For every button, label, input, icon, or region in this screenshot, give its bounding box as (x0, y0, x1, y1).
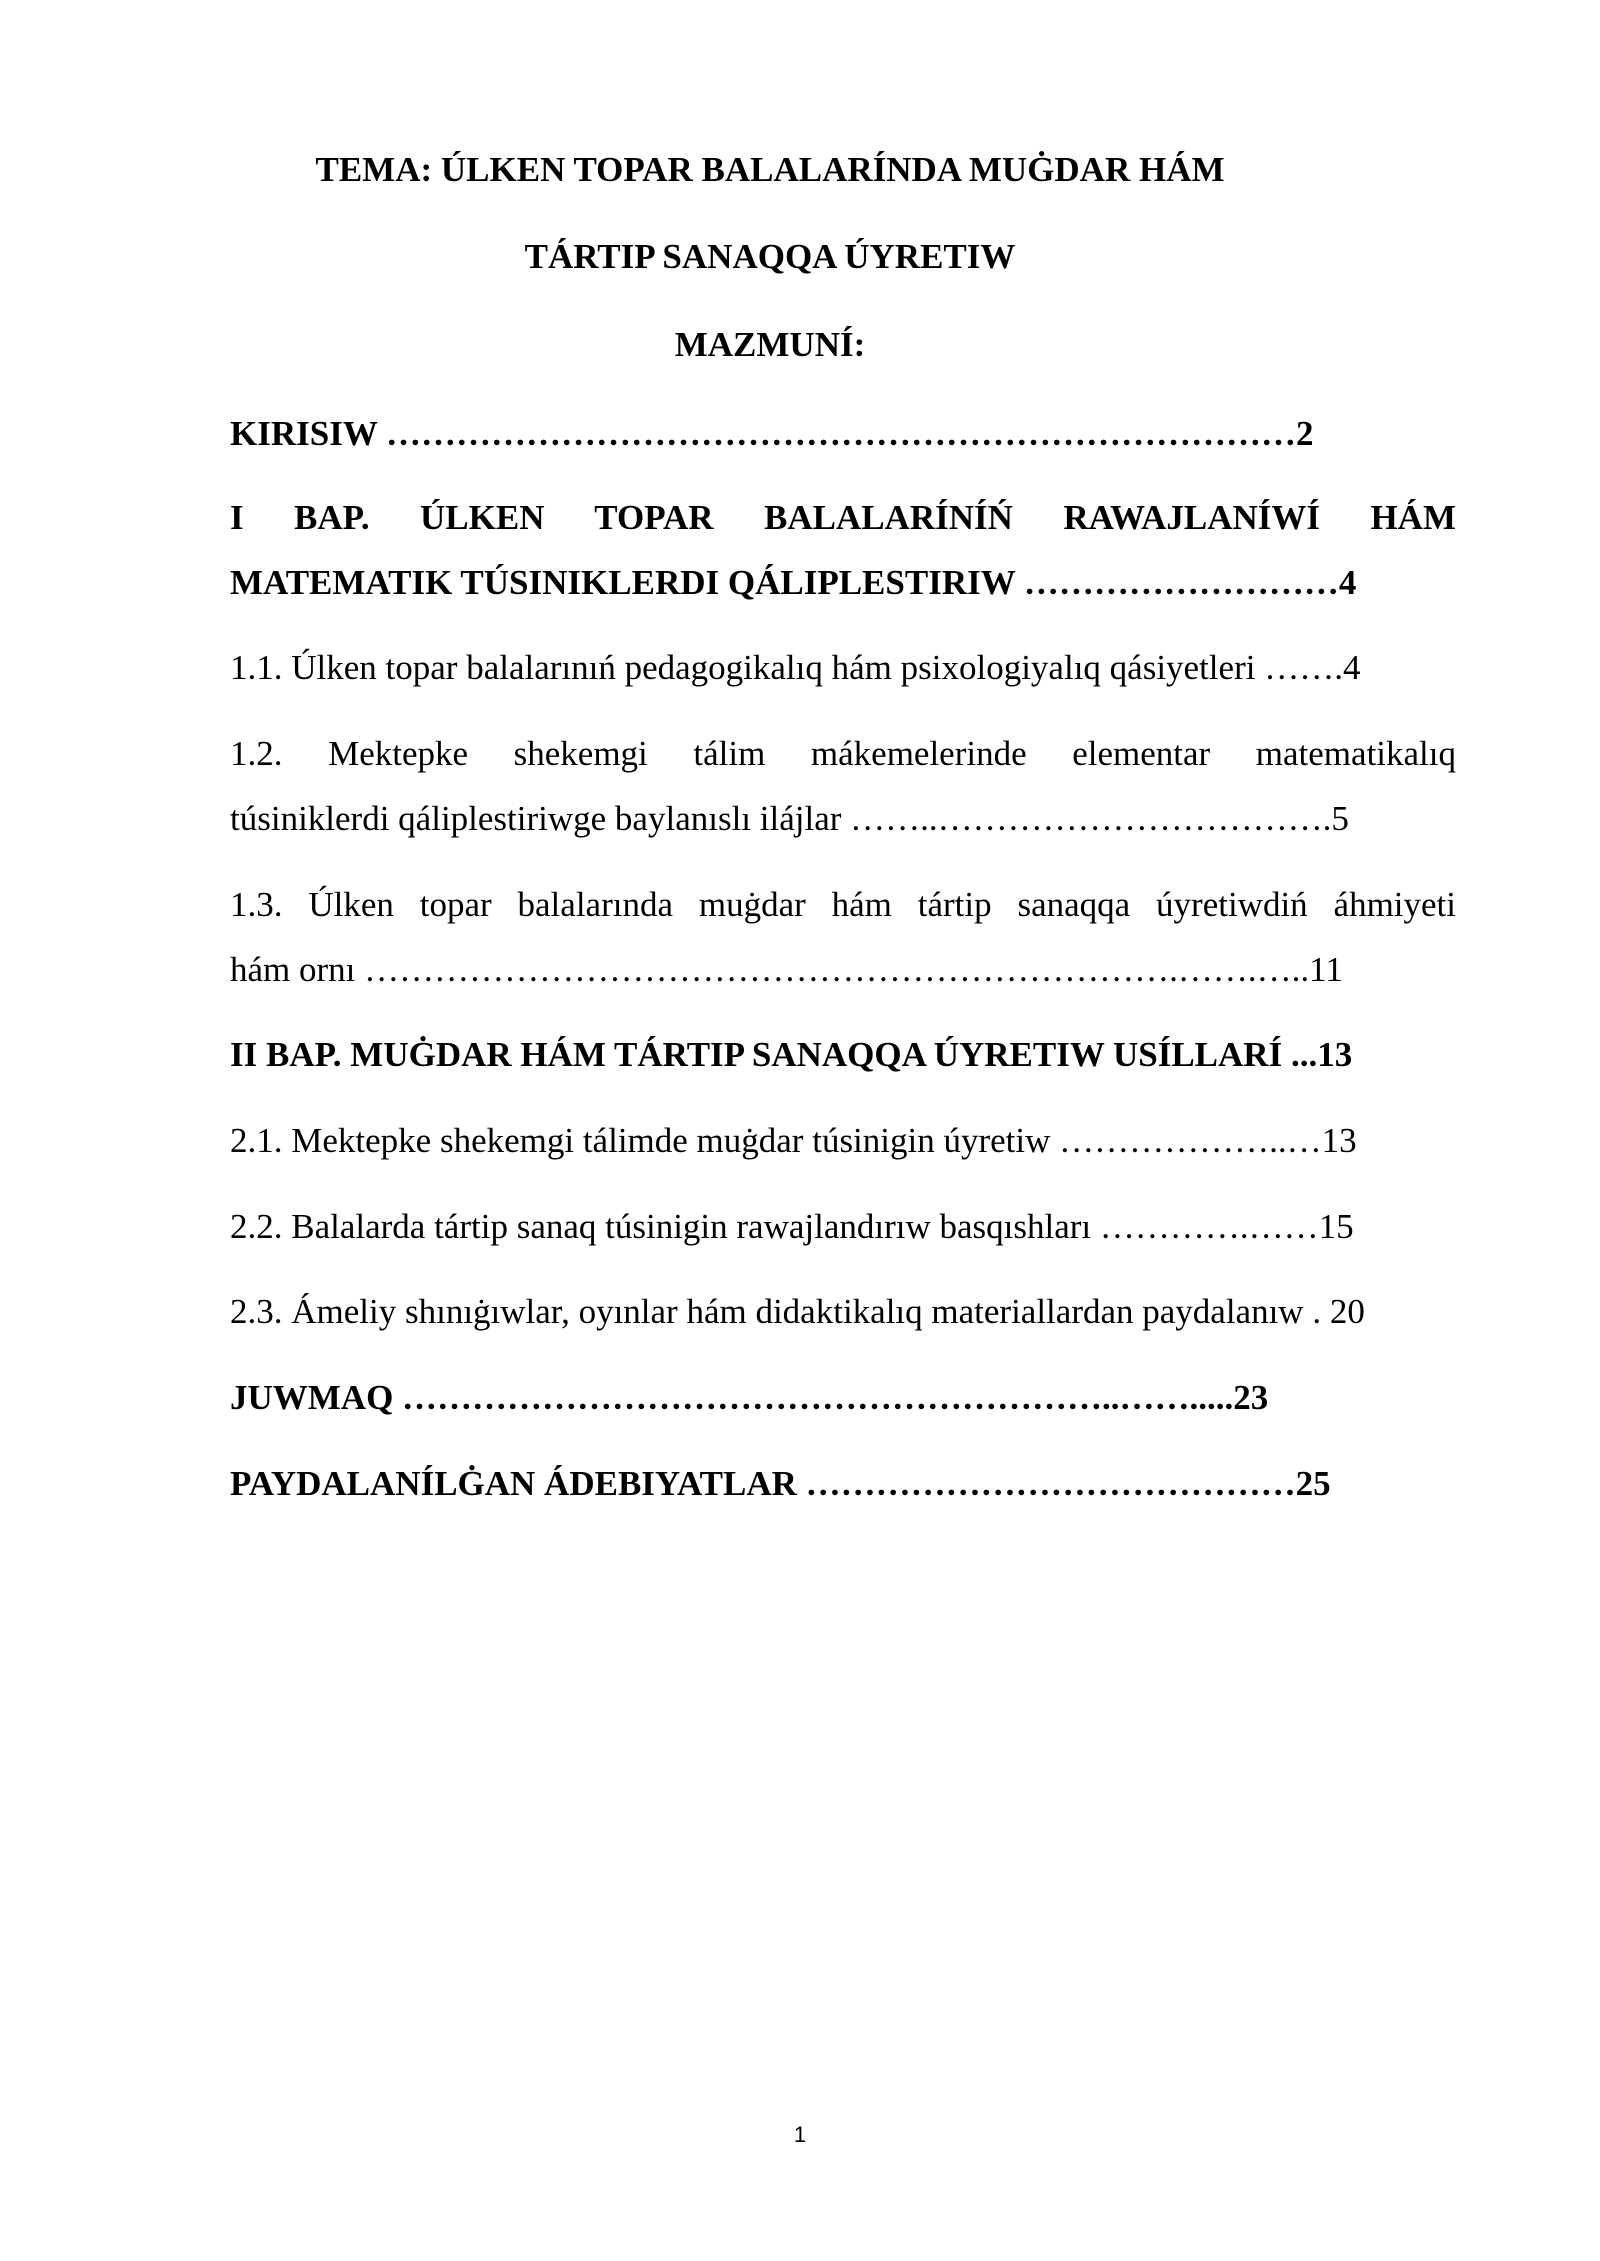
toc-entry-1-3-line-2: hám ornı …………………………………………………………….…….…..11 (230, 950, 1343, 989)
toc-entry-2-1: 2.1. Mektepke shekemgi tálimde muġdar túsinigin úyretiw ………………..…13 (230, 1121, 1357, 1160)
toc-entry-1-3-line-1: 1.3. Úlken topar balalarında muġdar hám tártip sanaqqa úyretiwdiń áhmiyeti (230, 885, 1456, 924)
page-number: 1 (793, 2122, 807, 2147)
toc-entry-1-2-line-2: túsiniklerdi qáliplestiriwge baylanıslı ilájlar ……..…………………………….5 (230, 799, 1349, 838)
toc-entry-references: PAYDALANÍLĠAN ÁDEBIYATLAR ……………………………………25 (230, 1464, 1331, 1503)
toc-entry-1-2-line-1: 1.2. Mektepke shekemgi tálim mákemelerinde elementar matematikalıq (230, 734, 1456, 773)
document-title-line-2: TÁRTIP SANAQQA ÚYRETIW (524, 237, 1016, 276)
toc-entry-2-2: 2.2. Balalarda tártip sanaq túsinigin rawajlandırıw basqıshları ………….……15 (230, 1207, 1354, 1246)
toc-entry-chapter-2: II BAP. MUĠDAR HÁM TÁRTIP SANAQQA ÚYRETIW USÍLLARÍ ...13 (230, 1035, 1353, 1074)
toc-entry-2-3: 2.3. Ámeliy shınıġıwlar, oyınlar hám didaktikalıq materiallardan paydalanıw . 20 (230, 1292, 1365, 1331)
toc-entry-1-1: 1.1. Úlken topar balalarınıń pedagogikalıq hám psixologiyalıq qásiyetleri …….4 (230, 648, 1361, 687)
toc-entry-conclusion: JUWMAQ ……………………………………………………..…….....23 (230, 1378, 1269, 1417)
contents-heading: MAZMUNÍ: (674, 325, 866, 364)
toc-entry-chapter-1-line-2: MATEMATIK TÚSINIKLERDI QÁLIPLESTIRIW ………………………4 (230, 563, 1357, 602)
toc-entry-introduction: KIRISIW ……………………………………………………………………2 (230, 414, 1314, 453)
toc-entry-chapter-1-line-1: I BAP. ÚLKEN TOPAR BALALARÍNÍŃ RAWAJLANÍWÍ HÁM (230, 498, 1456, 537)
document-title-line-1: TEMA: ÚLKEN TOPAR BALALARÍNDA MUĠDAR HÁM (315, 150, 1225, 189)
